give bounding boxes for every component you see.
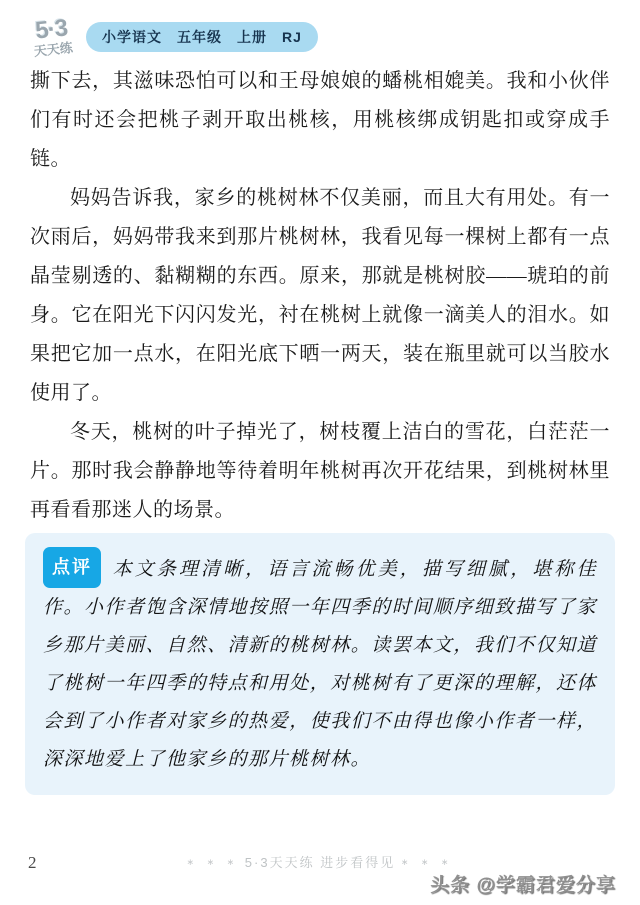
footer-slogan (0, 852, 640, 871)
footer-dots-right: ∗ ∗ ∗ (400, 857, 454, 867)
essay-body (30, 62, 610, 608)
essay-paragraph: 冬天，桃树的叶子掉光了，树枝覆上洁白的雪花，白茫茫一片。那时我会静静地等待着明年桃树再次开花结果，到桃树林里再看看那迷人的场景。 (30, 421, 610, 521)
essay-paragraph: 妈妈告诉我，家乡的桃树林不仅美丽，而且大有用处。有一次雨后，妈妈带我来到那片桃树林，我看见每一棵树上都有一点晶莹剔透的、黏糊糊的东西。原来，那就是桃树胶——琥珀的前身。它在阳光下闪闪发光，衬在桃树上就像一滴美人的泪水。如果把它加一点水，在阳光底下晒一两天，装在瓶里就可以当胶水使用了。 (30, 187, 610, 404)
53-tiantianlian-logo (24, 15, 80, 58)
comment-text (43, 547, 597, 779)
page-number: 2 (28, 853, 37, 872)
logo-53-text: 5·3 (34, 14, 69, 45)
comment-box (25, 533, 615, 795)
comment-badge: 点评 (43, 547, 101, 588)
page-header (26, 14, 318, 59)
grade-subject-pill: 小学语文 五年级 上册 RJ (86, 22, 318, 52)
footer-slogan-text: 5·3天天练 进步看得见 (244, 855, 396, 870)
footer-dots-left: ∗ ∗ ∗ (186, 857, 240, 867)
comment-body-text: 本文条理清晰，语言流畅优美，描写细腻，堪称佳作。小作者饱含深情地按照一年四季的时间顺序细致描写了家乡那片美丽、自然、清新的桃树林。读罢本文，我们不仅知道了桃树一年四季的特点和用处，对桃树有了更深的理解，还体会到了小作者对家乡的热爱，使我们不由得也像小作者一样，深深地爱上了他家乡的那片桃树林。 (43, 559, 597, 770)
logo-sub-text: 天天练 (33, 39, 74, 59)
toutiao-watermark: 头条 @学霸君爱分享 (430, 875, 616, 896)
essay-paragraph: 撕下去，其滋味恐怕可以和王母娘娘的蟠桃相媲美。我和小伙伴们有时还会把桃子剥开取出桃核，用桃核绑成钥匙扣或穿成手链。 (30, 70, 610, 170)
